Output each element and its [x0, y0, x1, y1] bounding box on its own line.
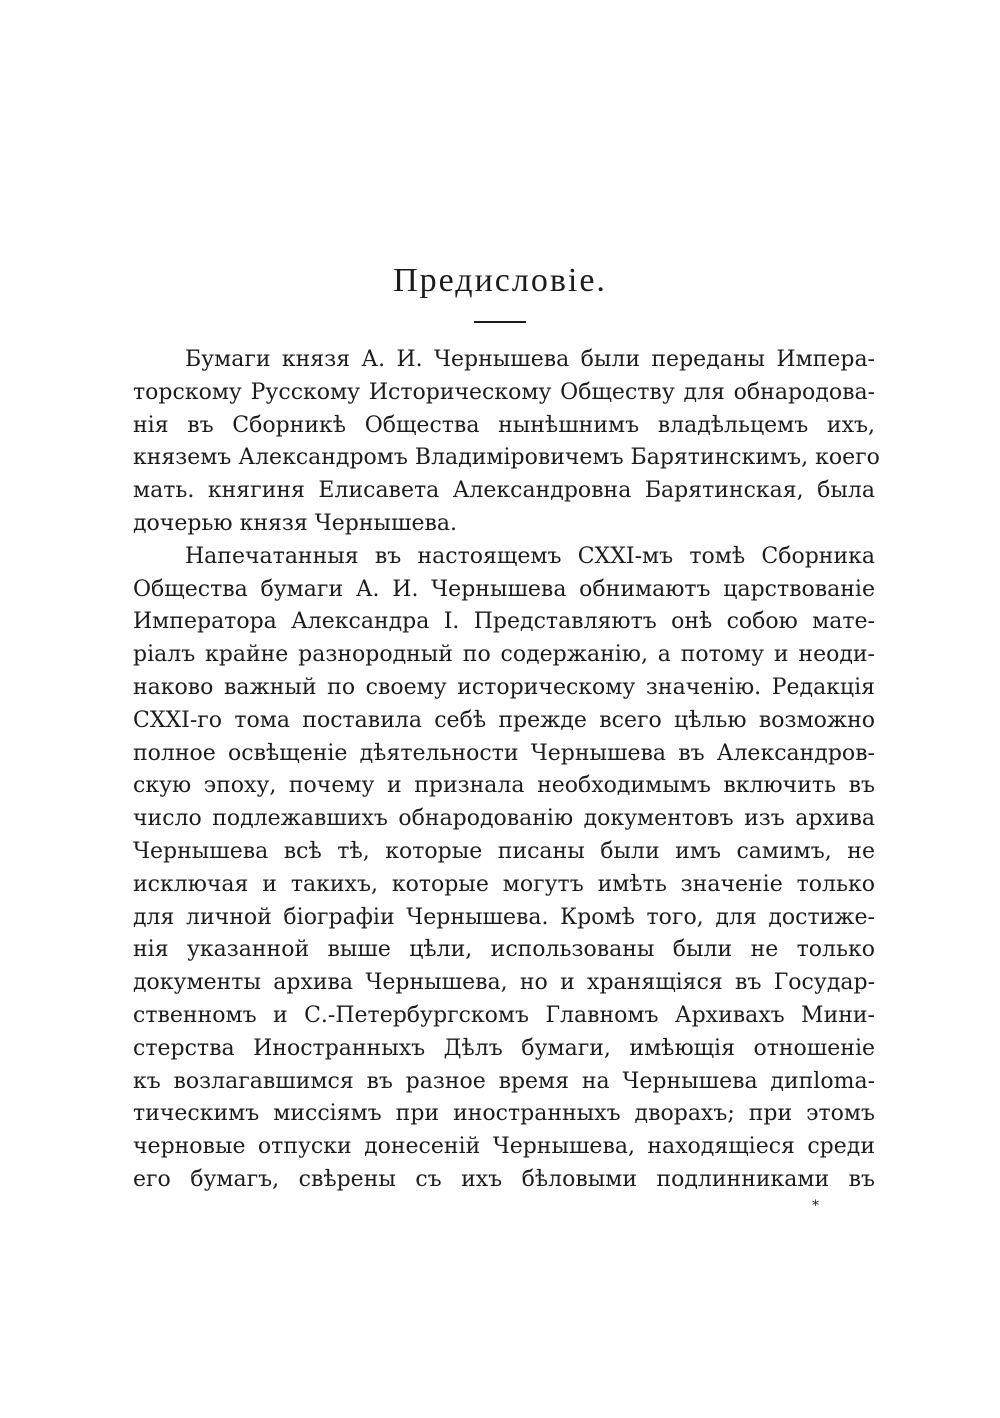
text-line: Чернышева всѣ тѣ, которые писаны были имъ самимъ, не	[133, 838, 875, 864]
text-line: черновые отпуски донесеній Чернышева, находящіеся среди	[133, 1134, 875, 1160]
text-line: Напечатанныя въ настоящемъ CXXI-мъ томѣ Сборника	[185, 543, 875, 569]
text-line: ственномъ и С.-Петербургскомъ Главномъ Архивахъ Мини-	[133, 1002, 875, 1028]
text-line: дочерью князя Чернышева.	[133, 510, 457, 536]
text-line: тическимъ миссіямъ при иностранныхъ дворахъ; при этомъ	[133, 1101, 875, 1127]
text-line: Бумаги князя А. И. Чернышева были переданы Импера-	[185, 347, 875, 372]
paragraph	[133, 541, 875, 1197]
title-divider	[474, 321, 526, 323]
text-line: Императора Александра I. Представляютъ онѣ собою мате-	[133, 609, 875, 635]
signature-mark: *	[812, 1198, 819, 1214]
text-line: число подлежавшихъ обнародованію документовъ изъ архива	[133, 806, 875, 832]
text-line: стерства Иностранныхъ Дѣлъ бумаги, имѣющія отношеніе	[133, 1035, 875, 1061]
text-line: нія въ Сборникѣ Общества нынѣшнимъ владѣльцемъ ихъ,	[133, 412, 875, 438]
text-line: исключая и такихъ, которые могутъ имѣть значеніе только	[133, 871, 875, 897]
text-line: торскому Русскому Историческому Обществу для обнародова-	[133, 379, 875, 405]
text-line: Общества бумаги А. И. Чернышева обнимаютъ царствованіе	[133, 576, 875, 602]
paragraph	[133, 344, 880, 541]
text-line: для личной біографіи Чернышева. Кромѣ того, для достиже-	[133, 904, 875, 930]
text-line: ріалъ крайне разнородный по содержанію, а потому и неоди-	[133, 642, 875, 668]
text-line: полное освѣщеніе дѣятельности Чернышева въ Александров-	[133, 740, 875, 766]
text-line: его бумагъ, свѣрены съ ихъ бѣловыми подлинниками въ	[133, 1166, 875, 1192]
text-line: скую эпоху, почему и признала необходимымъ включить въ	[133, 773, 875, 799]
text-line: документы архива Чернышева, но и хранящіяся въ Государ-	[133, 970, 875, 996]
page-title: Предисловіе.	[393, 262, 607, 299]
text-line: княземъ Александромъ Владиміровичемъ Барятинскимъ, коего	[133, 445, 880, 471]
text-line: къ возлагавшимся въ разное время на Чернышева дипloma-	[133, 1068, 875, 1094]
text-line: нія указанной выше цѣли, использованы были не только	[133, 937, 875, 963]
text-line: CXXI-го тома поставила себѣ прежде всего цѣлью возможно	[133, 707, 875, 733]
text-line: мать. княгиня Елисавета Александровна Барятинская, была	[133, 478, 875, 504]
body-text	[133, 344, 880, 1197]
text-line: наково важный по своему историческому значенію. Редакція	[133, 674, 875, 700]
